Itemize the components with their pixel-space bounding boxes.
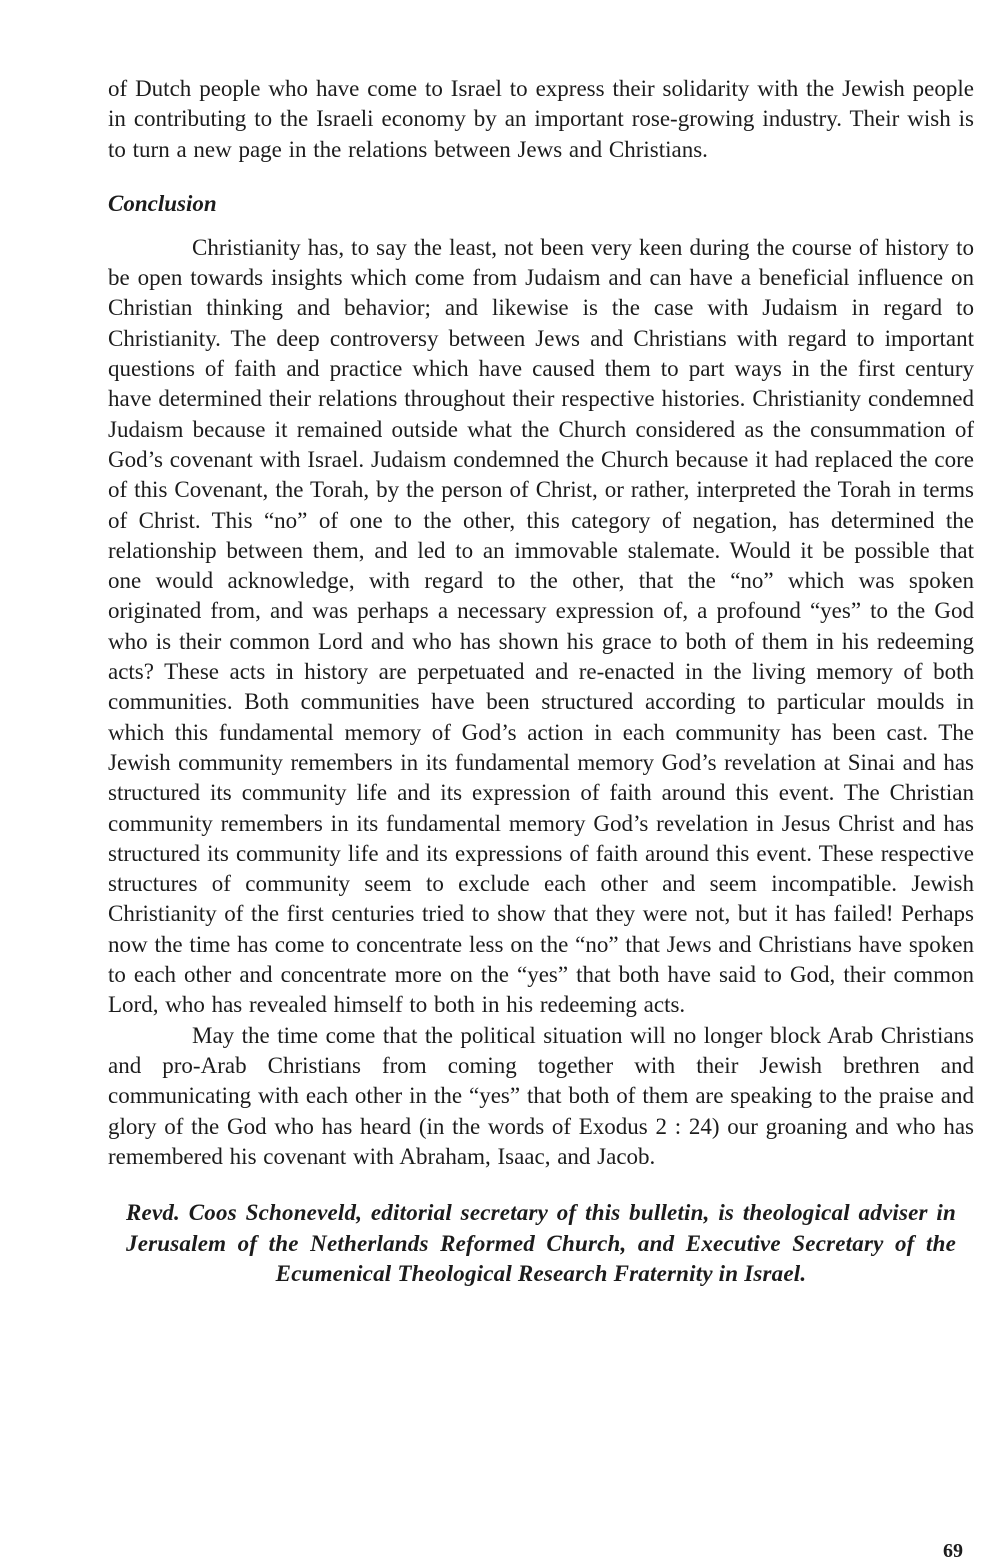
intro-paragraph: of Dutch people who have come to Israel to express their solidarity with the Jewish people in contributing to the Israeli economy by an important rose-growing industry. Their wish is to turn a new page in the relations between Jews and Christians. — [108, 76, 974, 162]
section-heading: Conclusion — [108, 190, 217, 216]
page-number: 69 — [943, 1540, 963, 1562]
document-page — [108, 74, 974, 1290]
closing-paragraph: May the time come that the political situation will no longer block Arab Christians and pro-Arab Christians from coming together with their Jewish brethren and communicating with each other in the “yes” that both of them are speaking to the praise and glory of the God who has heard (in the words of Exodus 2 : 24) our groaning and who has remembered his covenant with Abraham, Isaac, and Jacob. — [108, 1022, 974, 1169]
author-note: Revd. Coos Schoneveld, editorial secretary of this bulletin, is theological adviser in Jerusalem of the Netherlands Reformed Church, and Executive Secretary of the Ecumenical Theological Research Fraternity in Israel. — [126, 1200, 956, 1287]
conclusion-paragraph: Christianity has, to say the least, not been very keen during the course of history to be open towards insights which come from Judaism and can have a beneficial influence on Christian thinking and behavior; and likewise is the case with Judaism in regard to Christianity. The deep controversy between Jews and Christians with regard to important questions of faith and practice which have caused them to part ways in the first century have determined their relations throughout their respective histories. Christianity condemned Judaism because it remained outside what the Church considered as the consummation of God’s covenant with Israel. Judaism condemned the Church because it had replaced the core of this Covenant, the Torah, by the person of Christ, or rather, interpreted the Torah in terms of Christ. This “no” of one to the other, this category of negation, has determined the relationship between them, and led to an immovable stalemate. Would it be possible that one would acknowledge, with regard to the other, that the “no” which was spoken originated from, and was perhaps a necessary expression of, a profound “yes” to the God who is their common Lord and who has shown his grace to both of them in his redeeming acts? These acts in history are perpetuated and re-enacted in the living memory of both communities. Both communities have been structured according to particular moulds in which this fundamental memory of God’s action in each community has been cast. The Jewish community remembers in its fundamental memory God’s revelation at Sinai and has structured its community life and its expression of faith around this event. The Christian community remembers in its fundamental memory God’s revelation in Jesus Christ and has structured its community life and its expressions of faith around this event. These respective structures of community seem to exclude each other and seem incompatible. Jewish Christianity of the first centuries tried to show that they were not, but it has failed! Perhaps now the time has come to concentrate less on the “no” that Jews and Christians have spoken to each other and concentrate more on the “yes” that both have said to God, their common Lord, who has revealed himself to both in his redeeming acts. — [108, 234, 974, 1018]
